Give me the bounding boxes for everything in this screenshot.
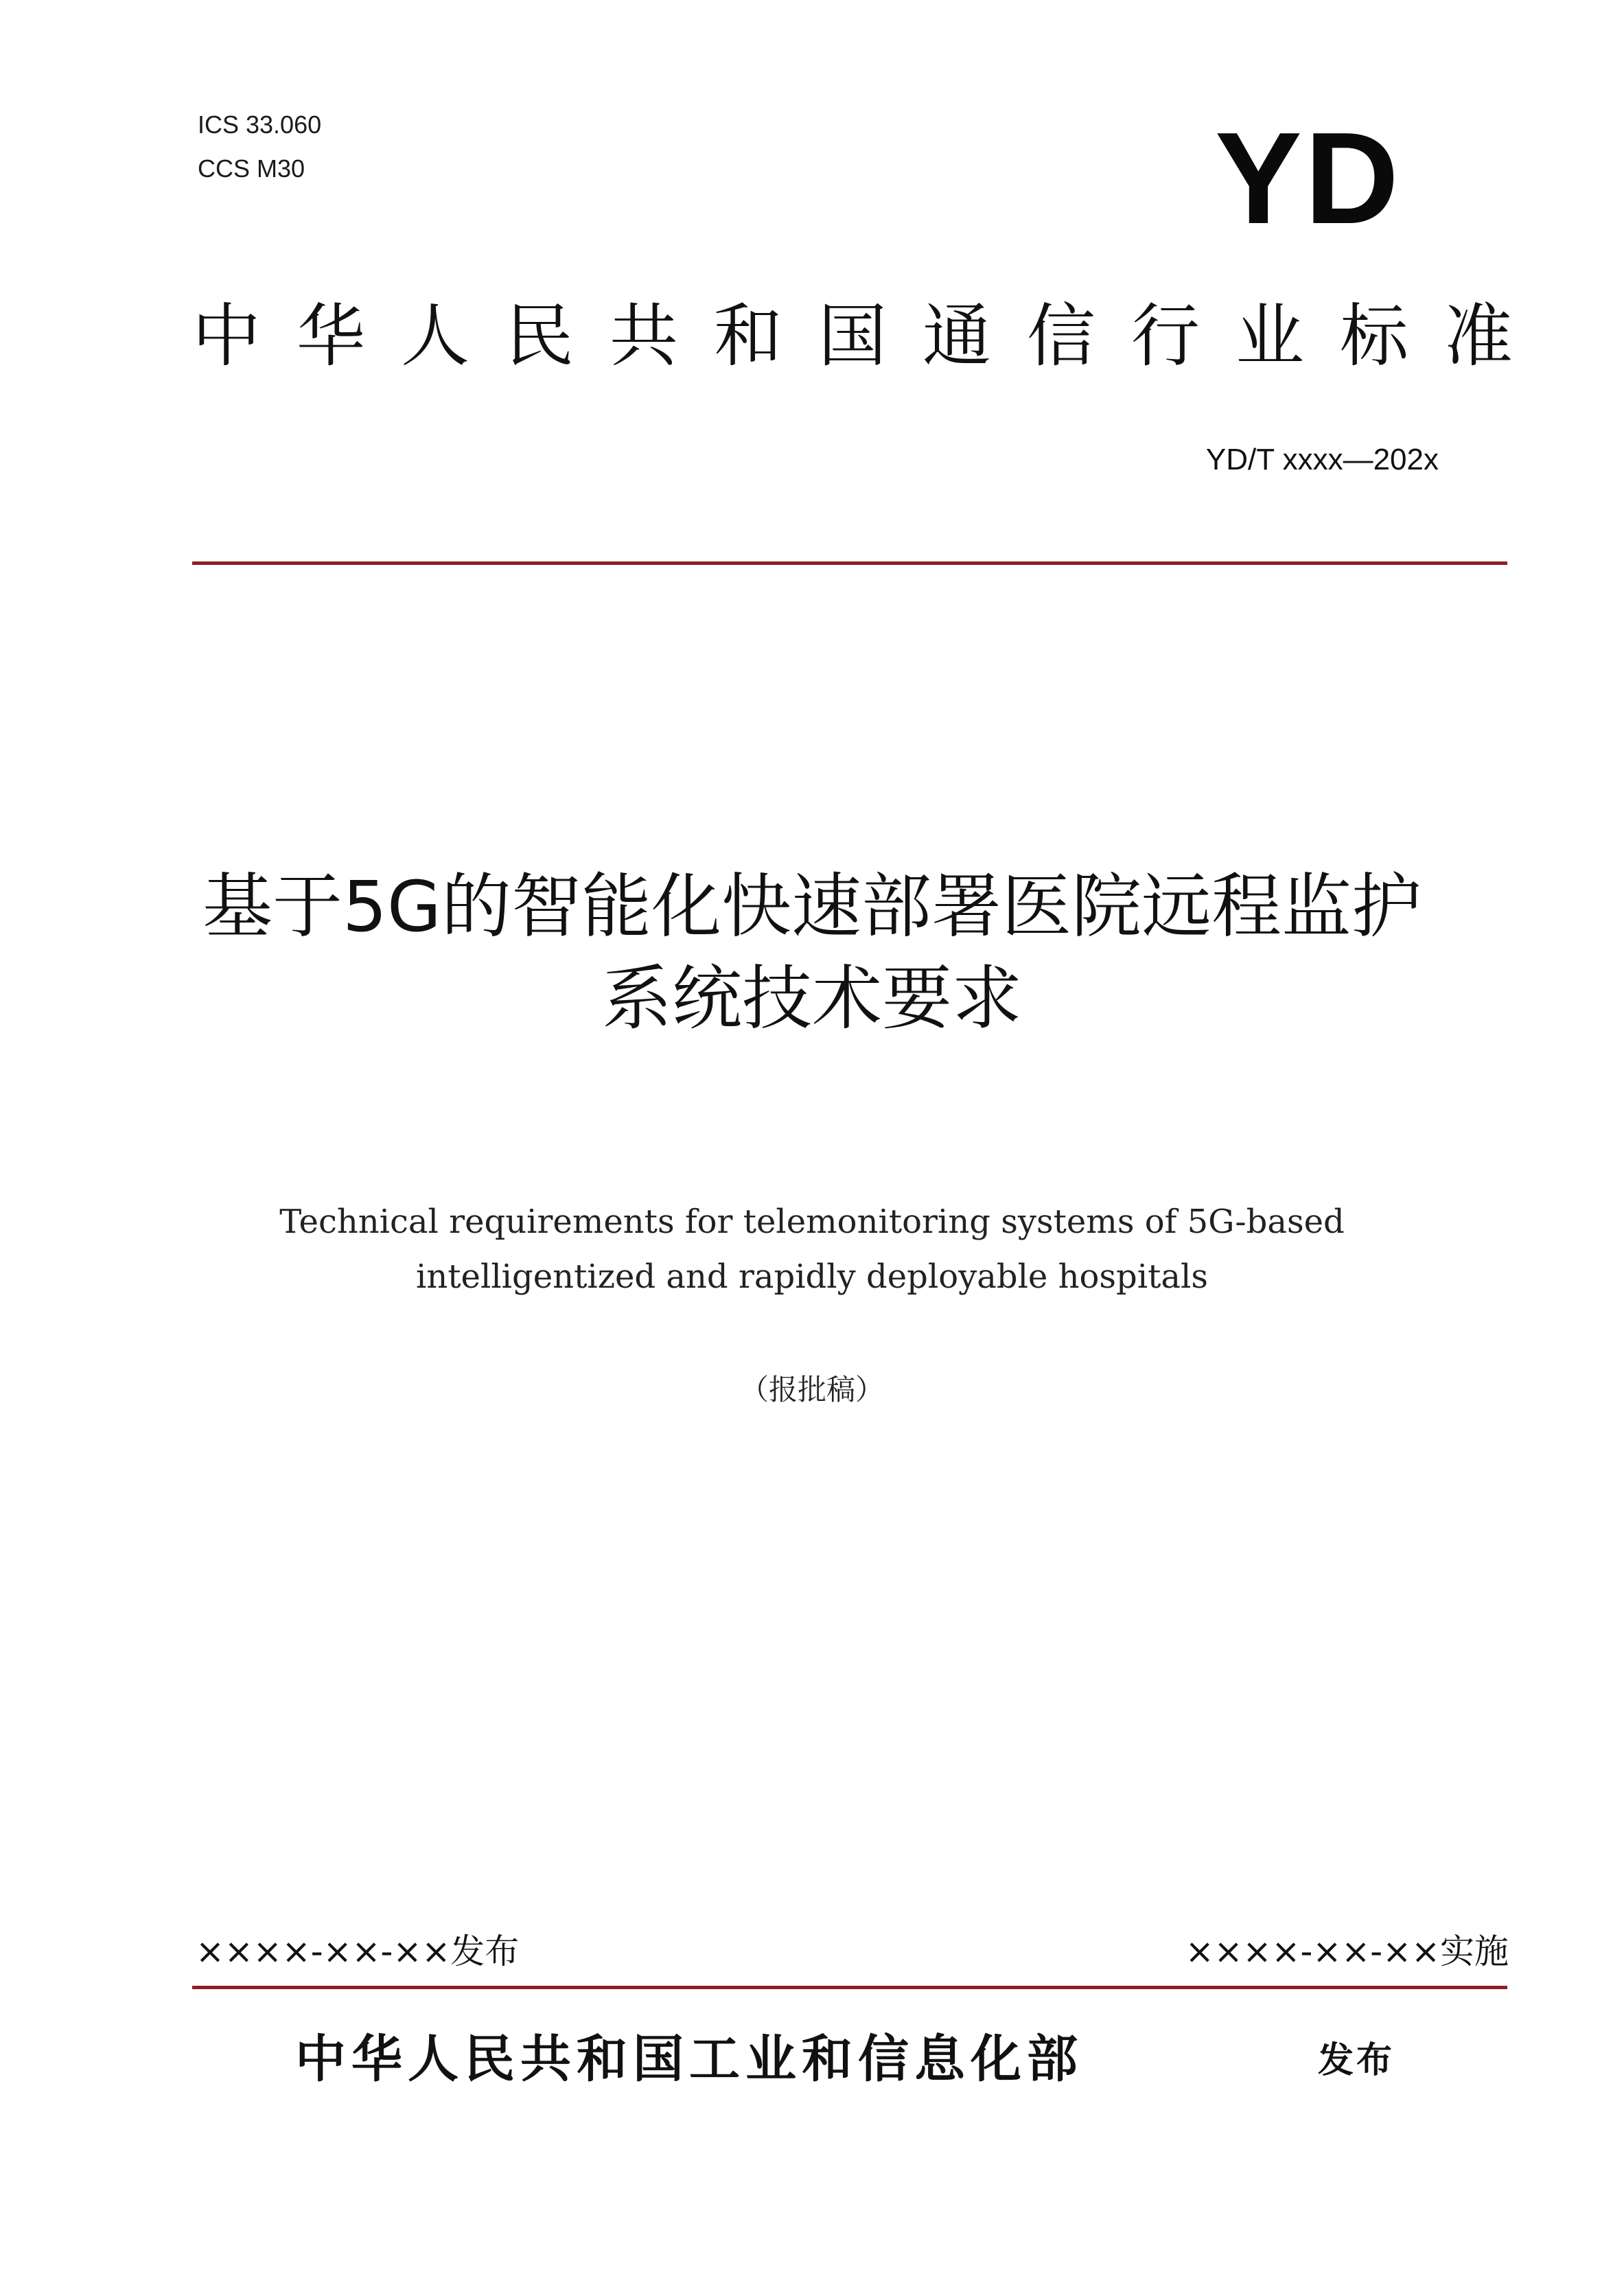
ccs-code: CCS M30 [198,154,305,183]
standard-number: YD/T xxxx—202x [1205,443,1439,476]
standard-category-title: 中华人民共和国通信行业标准 [192,296,1548,376]
title-en-line-1: Technical requirements for telemonitoring systems of 5G-based [279,1203,1345,1241]
title-cn-line-2: 系统技术要求 [602,958,1022,1040]
top-divider [192,561,1507,565]
title-en-line-2: intelligentized and rapidly deployable hospitals [416,1257,1208,1296]
draft-status: （报批稿） [739,1373,884,1406]
issuing-authority: 中华人民共和国工业和信息化部 [295,2030,1083,2089]
publish-date: ××××-××-××发布 [196,1932,520,1971]
bottom-divider [192,1986,1507,1989]
yd-logo: YD [1215,106,1402,251]
document-title-en [126,1194,1498,1304]
document-title-cn [126,861,1498,1045]
title-cn-line-1: 基于5G的智能化快速部署医院远程监护 [202,866,1422,948]
issue-action: 发布 [1318,2040,1395,2081]
implement-date: ××××-××-××实施 [1185,1932,1509,1971]
classification-codes [198,103,321,191]
ics-code: ICS 33.060 [198,111,322,139]
